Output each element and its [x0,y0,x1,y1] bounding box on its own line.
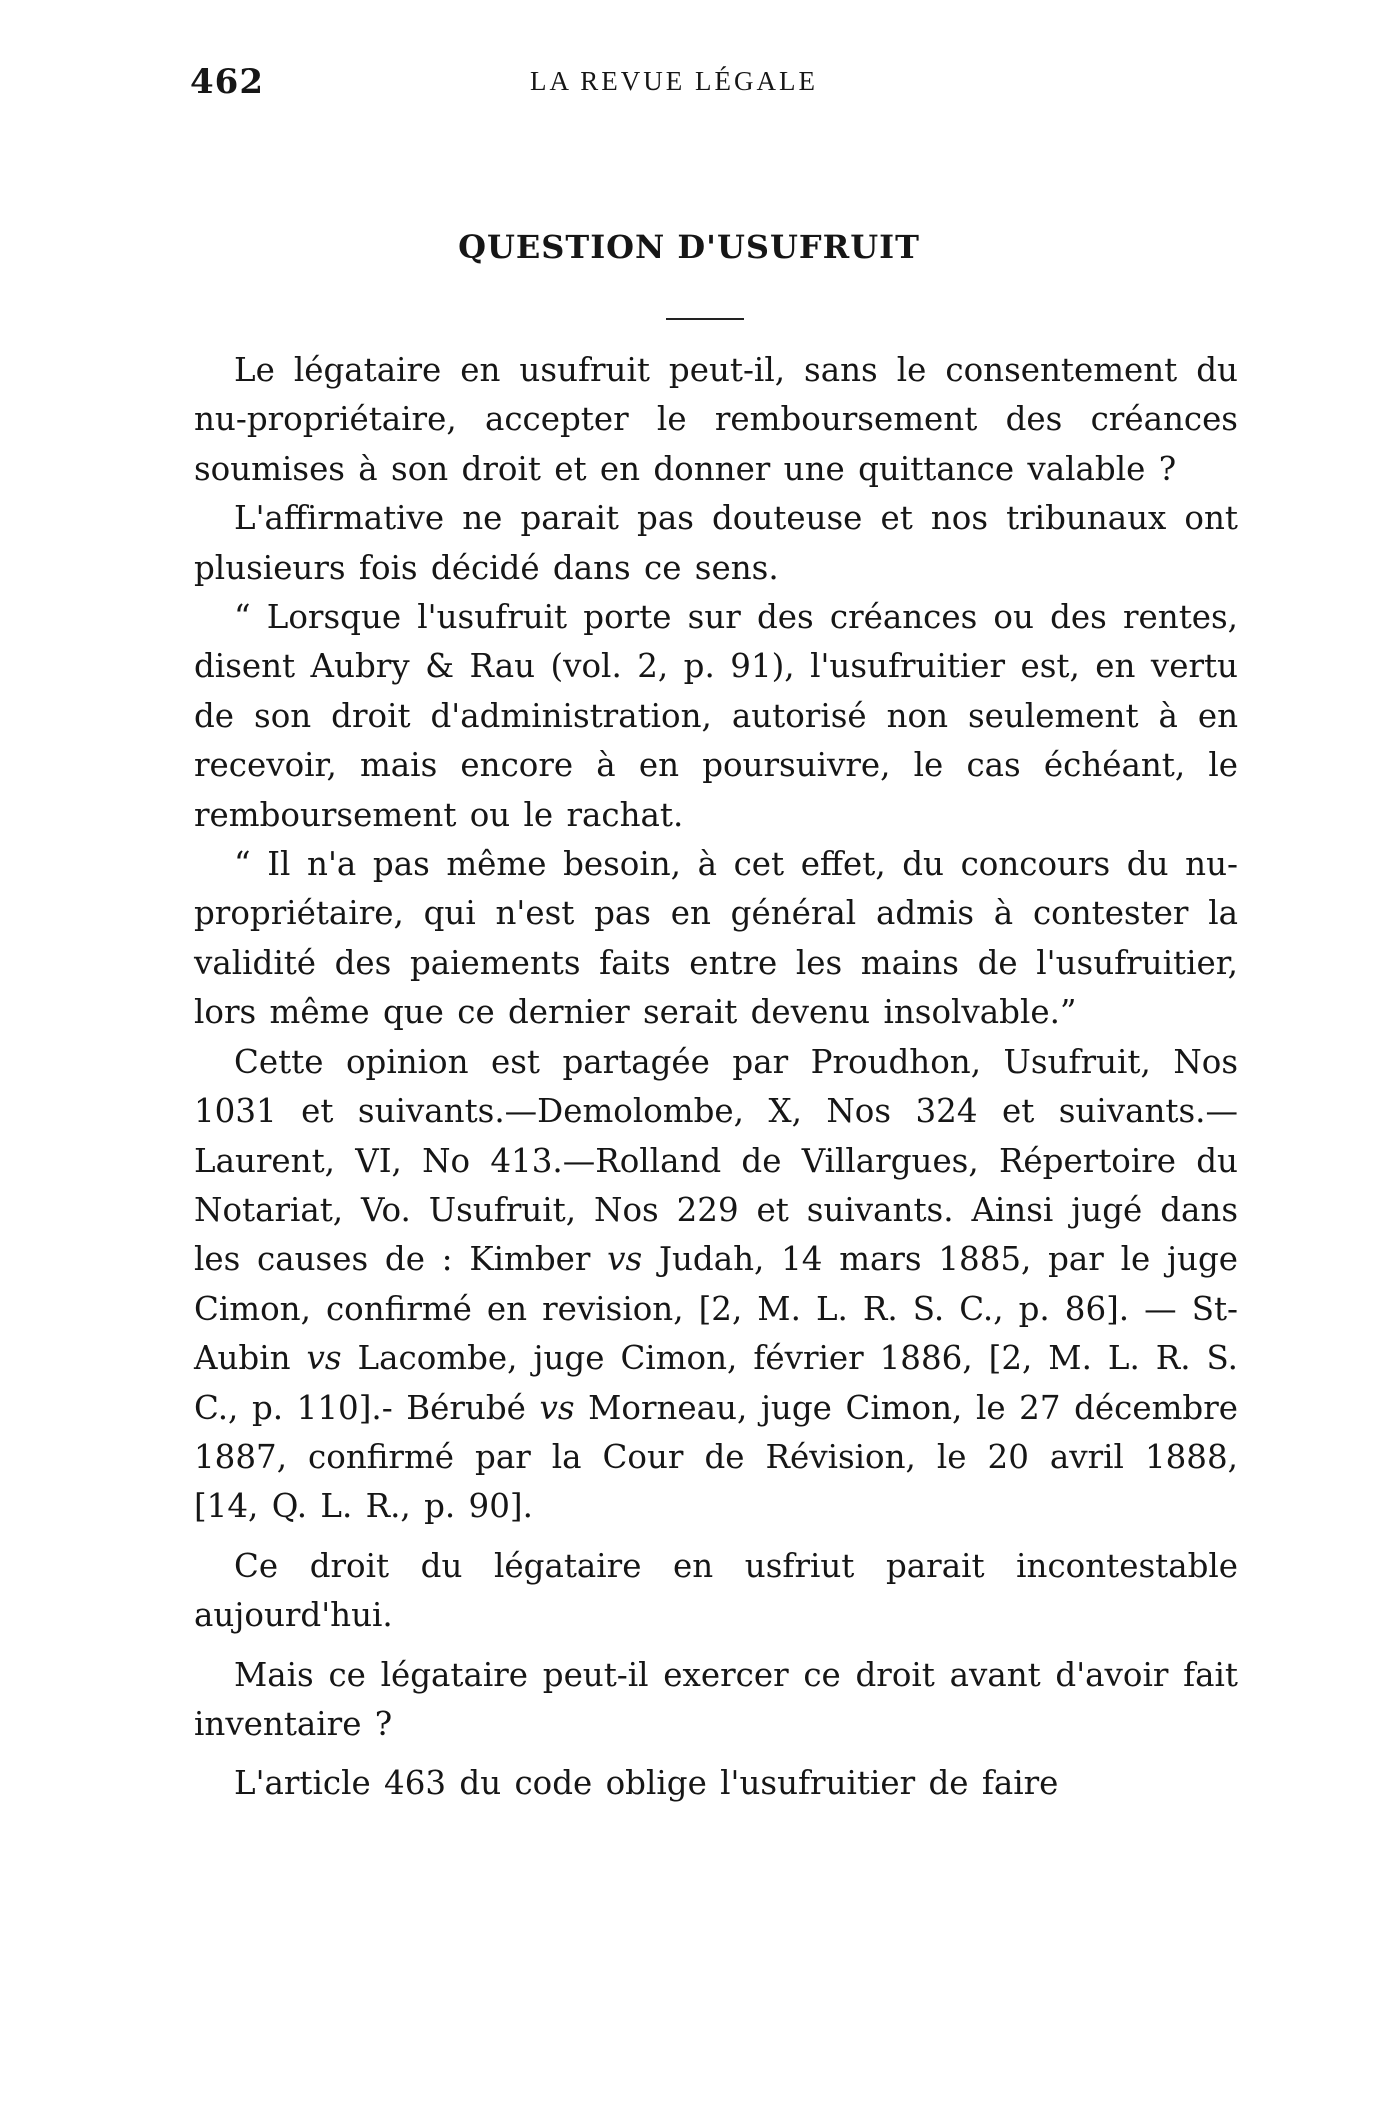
text-run: Morneau, juge Cimon, le 27 décembre 1887, confirmé par la Cour de Révision, le 20 avril 1888, [14, Q. L. R., p. 90]. [194,1388,1238,1526]
text-run: L'article 463 du code oblige l'usufruitier de faire [234,1764,1059,1803]
paragraph [194,1542,1238,1641]
text-run: “ Lorsque l'usufruit porte sur des créances ou des rentes, disent Aubry & Rau (vol. 2, p. 91), l'usufruitier est, en vertu de son droit d'administration, autorisé non seulement à en recevoir, mais encore à en poursuivre, le cas échéant, le remboursement ou le rachat. [194,598,1238,834]
text-run: L'affirmative ne parait pas douteuse et nos tribunaux ont plusieurs fois décidé dans ce sens. [194,499,1238,587]
italic-text: vs [539,1388,575,1427]
page-header [190,62,1240,112]
text-run: Ce droit du légataire en usfriut parait incontestable aujourd'hui. [194,1546,1238,1635]
text-run: Mais ce légataire peut-il exercer ce droit avant d'avoir fait inventaire ? [194,1655,1238,1743]
text-run: Cette opinion est partagée par Proudhon, Usufruit, Nos 1031 et suivants.—Demolombe, X, Nos 324 et suivants.—Laurent, VI, No 413.—Rolland de Villargues, Répertoire du Notariat, Vo. Usufruit, Nos 229 et suivants. Ainsi jugé dans les causes de : Kimber [194,1042,1238,1279]
text-run: Judah, 14 mars 1885, par le juge Cimon, confirmé en revision, [2, M. L. R. S. C., p. 86]. — St-Aubin [194,1240,1238,1378]
title-divider [666,318,744,320]
italic-text: vs [607,1240,643,1279]
italic-text: vs [306,1339,342,1378]
page-number: 462 [190,62,264,102]
paragraph [194,1651,1238,1750]
text-run: Lacombe, juge Cimon, février 1886, [2, M. L. R. S. C., p. 110].- Bérubé [194,1339,1238,1427]
paragraph [194,346,1238,494]
text-run: Le légataire en usufruit peut-il, sans le consentement du nu-propriétaire, accepter le remboursement des créances soumises à son droit et en donner une quittance valable ? [194,351,1238,488]
text-run: “ Il n'a pas même besoin, à cet effet, du concours du nu-propriétaire, qui n'est pas en général admis à contester la validité des paiements faits entre les mains de l'usufruitier, lors même que ce dernier serait devenu insolvable.” [194,845,1238,1032]
paragraph [194,593,1238,840]
paragraph [194,494,1238,593]
paragraph [194,1759,1238,1808]
paragraph [194,840,1238,1038]
paragraph [194,1038,1238,1532]
article-body [194,346,1238,1809]
article-title: QUESTION D'USUFRUIT [458,228,920,266]
running-title: LA REVUE LÉGALE [530,66,818,96]
